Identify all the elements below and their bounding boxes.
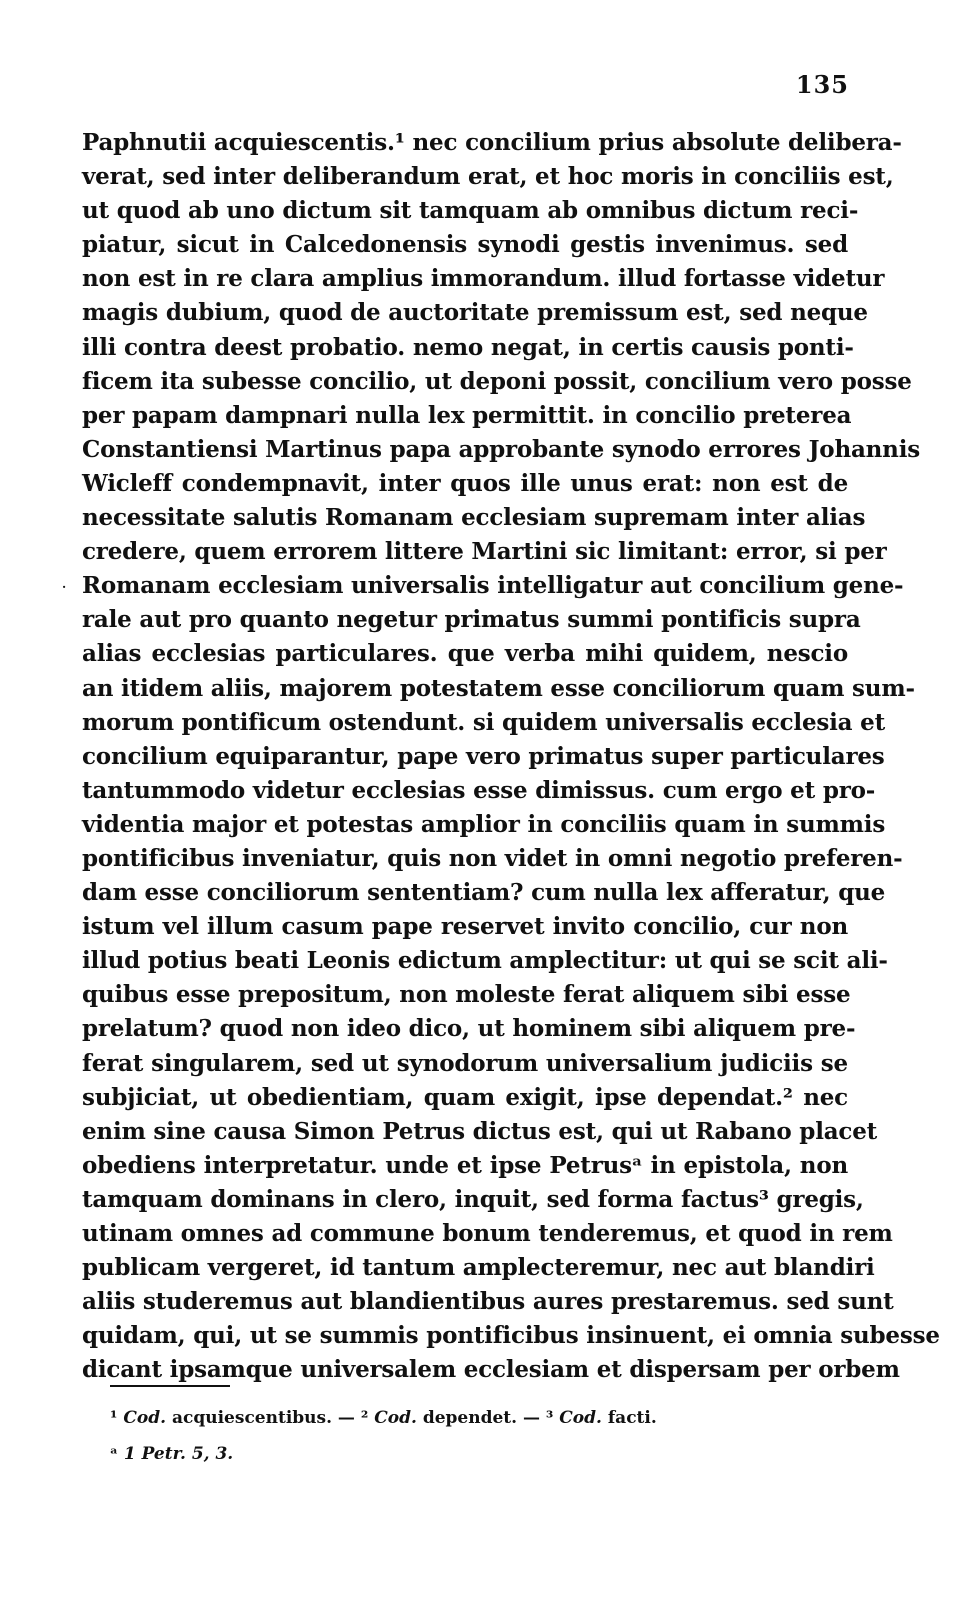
text-line: videntia major et potestas amplior in conciliis quam in summis bbox=[82, 810, 886, 838]
text-line: obediens interpretatur. unde et ipse Petrusᵃ in epistola, non bbox=[82, 1151, 848, 1179]
main-text bbox=[82, 126, 940, 1387]
footnote-line-1 bbox=[110, 1400, 810, 1436]
text-line: utinam omnes ad commune bonum tenderemus, et quod in rem bbox=[82, 1220, 893, 1247]
footnote-marker: ᵃ bbox=[110, 1444, 118, 1464]
text-line: Paphnutii acquiescentis.¹ nec concilium prius absolute delibera- bbox=[82, 129, 902, 156]
page-number: 135 bbox=[795, 70, 849, 99]
text-line: subjiciat, ut obedientiam, quam exigit, ipse dependat.² nec bbox=[82, 1083, 848, 1111]
text-line: piatur, sicut in Calcedonensis synodi gestis invenimus. sed bbox=[82, 231, 848, 259]
text-line: dicant ipsamque universalem ecclesiam et dispersam per orbem bbox=[82, 1356, 900, 1384]
text-line: non est in re clara amplius immorandum. illud fortasse videtur bbox=[82, 265, 885, 293]
text-line: an itidem aliis, majorem potestatem esse conciliorum quam sum- bbox=[82, 674, 915, 702]
text-line: Wicleff condempnavit, inter quos ille unus erat: non est de bbox=[82, 469, 848, 497]
text-line: verat, sed inter deliberandum erat, et hoc moris in conciliis est, bbox=[82, 163, 894, 191]
footnote-text: acquiescentibus. — bbox=[166, 1408, 361, 1428]
text-line: enim sine causa Simon Petrus dictus est, qui ut Rabano placet bbox=[82, 1117, 878, 1145]
text-line: illud potius beati Leonis edictum amplectitur: ut qui se scit ali- bbox=[82, 947, 888, 975]
footnote-reference: 1 Petr. 5, 3. bbox=[117, 1444, 234, 1464]
footnote-codex: Cod. bbox=[123, 1408, 167, 1428]
text-line: tantummodo videtur ecclesias esse dimissus. cum ergo et pro- bbox=[82, 776, 876, 804]
text-line: credere, quem errorem littere Martini sic limitant: error, si per bbox=[82, 538, 887, 566]
text-line: necessitate salutis Romanam ecclesiam supremam inter alias bbox=[82, 504, 866, 532]
footnote-line-2 bbox=[110, 1436, 810, 1472]
text-line: pontificibus inveniatur, quis non videt in omni negotio preferen- bbox=[82, 844, 903, 872]
footnote-codex: Cod. bbox=[368, 1408, 417, 1428]
text-line: illi contra deest probatio. nemo negat, in certis causis ponti- bbox=[82, 333, 854, 361]
text-line: ferat singularem, sed ut synodorum universalium judiciis se bbox=[82, 1049, 848, 1077]
text-line: aliis studeremus aut blandientibus aures prestaremus. sed sunt bbox=[82, 1288, 894, 1316]
text-line: dam esse conciliorum sententiam? cum nulla lex afferatur, que bbox=[82, 879, 886, 907]
text-line: per papam dampnari nulla lex permittit. in concilio preterea bbox=[82, 401, 852, 429]
footnote-rule bbox=[110, 1385, 230, 1387]
text-line: alias ecclesias particulares. que verba mihi quidem, nescio bbox=[82, 640, 848, 668]
text-line: istum vel illum casum pape reservet invito concilio, cur non bbox=[82, 913, 848, 941]
text-line: publicam vergeret, id tantum amplecteremur, nec aut blandiri bbox=[82, 1254, 875, 1282]
text-line: concilium equiparantur, pape vero primatus super particulares bbox=[82, 742, 885, 770]
text-line: rale aut pro quanto negetur primatus summi pontificis supra bbox=[82, 606, 861, 634]
text-line: quibus esse prepositum, non moleste ferat aliquem sibi esse bbox=[82, 981, 851, 1009]
footnote-marker: ¹ bbox=[110, 1408, 118, 1428]
text-line: morum pontificum ostendunt. si quidem universalis ecclesia et bbox=[82, 708, 886, 736]
footnotes bbox=[110, 1400, 810, 1472]
margin-mark: · bbox=[62, 580, 67, 594]
text-line: tamquam dominans in clero, inquit, sed forma factus³ gregis, bbox=[82, 1185, 864, 1213]
footnote-text: facti. bbox=[601, 1408, 657, 1428]
text-line: ficem ita subesse concilio, ut deponi possit, concilium vero posse bbox=[82, 367, 912, 395]
footnote-codex: Cod. bbox=[553, 1408, 602, 1428]
footnote-marker: ³ bbox=[545, 1408, 554, 1428]
text-line: quidam, qui, ut se summis pontificibus insinuent, ei omnia subesse bbox=[82, 1322, 940, 1350]
text-line: ut quod ab uno dictum sit tamquam ab omnibus dictum reci- bbox=[82, 197, 859, 225]
text-line: Romanam ecclesiam universalis intelligatur aut concilium gene- bbox=[82, 572, 904, 600]
footnote-text: dependet. — bbox=[416, 1408, 546, 1428]
text-line: Constantiensi Martinus papa approbante synodo errores Johannis bbox=[82, 435, 920, 463]
footnote-marker: ² bbox=[360, 1408, 369, 1428]
text-line: prelatum? quod non ideo dico, ut hominem sibi aliquem pre- bbox=[82, 1015, 856, 1043]
text-line: magis dubium, quod de auctoritate premissum est, sed neque bbox=[82, 299, 868, 327]
